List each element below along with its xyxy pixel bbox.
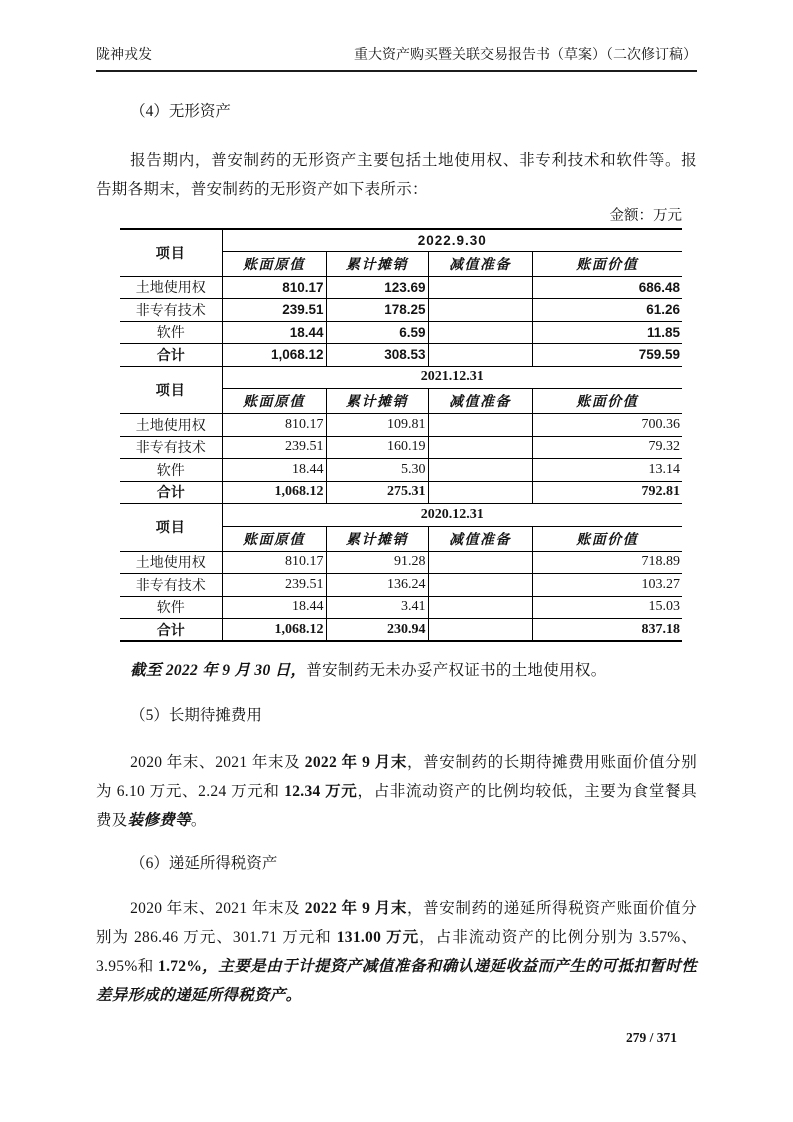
table-cell [428, 459, 532, 482]
text-segment: 2022 年 9 月末 [304, 754, 407, 771]
period-header: 2020.12.31 [222, 504, 682, 526]
column-header: 累计摊销 [326, 389, 428, 414]
table-header-row [120, 229, 682, 251]
table-header-row [120, 504, 682, 526]
page-number: 279 / 371 [625, 1030, 677, 1045]
amount-unit-note: 金额：万元 [609, 208, 682, 224]
table-cell [428, 299, 532, 322]
table-cell: 11.85 [532, 321, 682, 344]
table-row [120, 414, 682, 437]
table-cell: 160.19 [326, 436, 428, 459]
table-cell: 275.31 [326, 481, 428, 504]
table-cell: 837.18 [532, 619, 682, 642]
table-cell: 239.51 [222, 574, 326, 597]
table-cell: 718.89 [532, 551, 682, 574]
row-label: 非专有技术 [120, 436, 222, 459]
financial-table-2021-12-31 [120, 367, 682, 505]
text-segment: ，占非流动资产的比例分别为 3.57%、3.95%和 [96, 929, 698, 975]
table-row [120, 276, 682, 299]
period-header: 2022.9.30 [222, 229, 682, 251]
table-cell [428, 414, 532, 437]
column-header: 减值准备 [428, 526, 532, 551]
table-cell: 1,068.12 [222, 481, 326, 504]
page-content [96, 46, 697, 1010]
row-label: 非专有技术 [120, 574, 222, 597]
section-title-long-term-deferred-expenses: （5）长期待摊费用 [130, 707, 262, 724]
row-label: 土地使用权 [120, 276, 222, 299]
table-cell: 13.14 [532, 459, 682, 482]
table-cell: 700.36 [532, 414, 682, 437]
column-header: 累计摊销 [326, 251, 428, 276]
table-row [120, 459, 682, 482]
text-segment: ，普安制药的长期待摊费用账面价值分别为 6.10 万元、2.24 万元和 [96, 754, 697, 800]
text-segment: 131.00 万元 [336, 929, 420, 946]
table-cell: 136.24 [326, 574, 428, 597]
column-header: 账面价值 [532, 526, 682, 551]
text-segment: ，主要是由于计提资产减值准备和确认递延收益而产生的可抵扣暂时性差异形成的递延所得税资产。 [96, 958, 698, 1004]
row-label: 软件 [120, 459, 222, 482]
page-header [96, 46, 697, 72]
text-segment: 普安制药无未办妥产权证书的土地使用权。 [306, 662, 607, 679]
row-label: 土地使用权 [120, 551, 222, 574]
table-cell [428, 276, 532, 299]
table-row [120, 596, 682, 619]
financial-table-2020-12-31 [120, 504, 682, 642]
table-cell: 103.27 [532, 574, 682, 597]
table-cell: 239.51 [222, 436, 326, 459]
text-segment: 。 [190, 812, 207, 829]
table-header-row [120, 367, 682, 389]
table-cell: 109.81 [326, 414, 428, 437]
long-term-deferred-expenses-paragraph [96, 748, 697, 835]
column-header: 账面价值 [532, 389, 682, 414]
table-cell: 18.44 [222, 459, 326, 482]
table-row [120, 321, 682, 344]
table-cell [428, 344, 532, 367]
table-cell: 686.48 [532, 276, 682, 299]
intangible-assets-intro: 报告期内，普安制药的无形资产主要包括土地使用权、非专利技术和软件等。报告期各期末，普安制药的无形资产如下表所示： [96, 152, 697, 198]
text-segment: 装修费等 [127, 812, 191, 829]
table-cell: 79.32 [532, 436, 682, 459]
column-header: 减值准备 [428, 251, 532, 276]
item-header: 项目 [120, 229, 222, 276]
intangible-assets-tables [120, 228, 682, 642]
table-cell: 810.17 [222, 551, 326, 574]
table-cell: 6.59 [326, 321, 428, 344]
table-cell [428, 574, 532, 597]
table-cell [428, 481, 532, 504]
table-cell: 810.17 [222, 414, 326, 437]
table-cell: 810.17 [222, 276, 326, 299]
column-header: 账面价值 [532, 251, 682, 276]
table-row [120, 551, 682, 574]
table-cell [428, 321, 532, 344]
financial-table-2022-9-30 [120, 228, 682, 367]
deferred-tax-assets-paragraph [96, 894, 697, 1010]
table-cell: 1,068.12 [222, 344, 326, 367]
table-cell: 308.53 [326, 344, 428, 367]
item-header: 项目 [120, 367, 222, 414]
table-cell [428, 551, 532, 574]
row-label: 合计 [120, 619, 222, 642]
text-segment: 2020 年末、2021 年末及 [130, 900, 305, 917]
text-segment: 截至 2022 年 9 月 30 日， [130, 662, 307, 679]
row-label: 软件 [120, 321, 222, 344]
table-cell [428, 436, 532, 459]
column-header: 账面原值 [222, 526, 326, 551]
text-segment: 1.72% [158, 958, 203, 975]
table-total-row [120, 619, 682, 642]
table-cell [428, 596, 532, 619]
text-segment: 12.34 万元 [284, 783, 358, 800]
table-cell: 61.26 [532, 299, 682, 322]
row-label: 非专有技术 [120, 299, 222, 322]
table-cell [428, 619, 532, 642]
table-cell: 239.51 [222, 299, 326, 322]
row-label: 合计 [120, 481, 222, 504]
table-cell: 5.30 [326, 459, 428, 482]
period-header: 2021.12.31 [222, 367, 682, 389]
land-certificate-note [96, 656, 697, 685]
table-row [120, 574, 682, 597]
text-segment: 2022 年 9 月末 [304, 900, 407, 917]
table-cell: 91.28 [326, 551, 428, 574]
row-label: 土地使用权 [120, 414, 222, 437]
table-cell: 15.03 [532, 596, 682, 619]
table-total-row [120, 344, 682, 367]
row-label: 软件 [120, 596, 222, 619]
row-label: 合计 [120, 344, 222, 367]
text-segment: ，普安制药的递延所得税资产账面价值分别为 286.46 万元、301.71 万元和 [96, 900, 697, 946]
table-cell: 230.94 [326, 619, 428, 642]
item-header: 项目 [120, 504, 222, 551]
table-cell: 792.81 [532, 481, 682, 504]
table-row [120, 436, 682, 459]
table-cell: 178.25 [326, 299, 428, 322]
table-row [120, 299, 682, 322]
table-cell: 123.69 [326, 276, 428, 299]
table-cell: 3.41 [326, 596, 428, 619]
column-header: 账面原值 [222, 389, 326, 414]
table-total-row [120, 481, 682, 504]
header-company-name: 陇神戎发 [96, 48, 152, 63]
table-cell: 759.59 [532, 344, 682, 367]
text-segment: 2020 年末、2021 年末及 [130, 754, 305, 771]
text-segment: ，占非流动资产的比例均较低，主要为食堂餐具费及 [96, 783, 697, 829]
header-document-title: 重大资产购买暨关联交易报告书（草案）（二次修订稿） [354, 48, 697, 63]
column-header: 减值准备 [428, 389, 532, 414]
table-cell: 18.44 [222, 596, 326, 619]
page-footer [626, 1030, 677, 1046]
table-cell: 18.44 [222, 321, 326, 344]
section-title-intangible-assets: （4）无形资产 [130, 103, 231, 120]
table-cell: 1,068.12 [222, 619, 326, 642]
section-title-deferred-tax-assets: （6）递延所得税资产 [130, 855, 278, 872]
column-header: 累计摊销 [326, 526, 428, 551]
column-header: 账面原值 [222, 251, 326, 276]
